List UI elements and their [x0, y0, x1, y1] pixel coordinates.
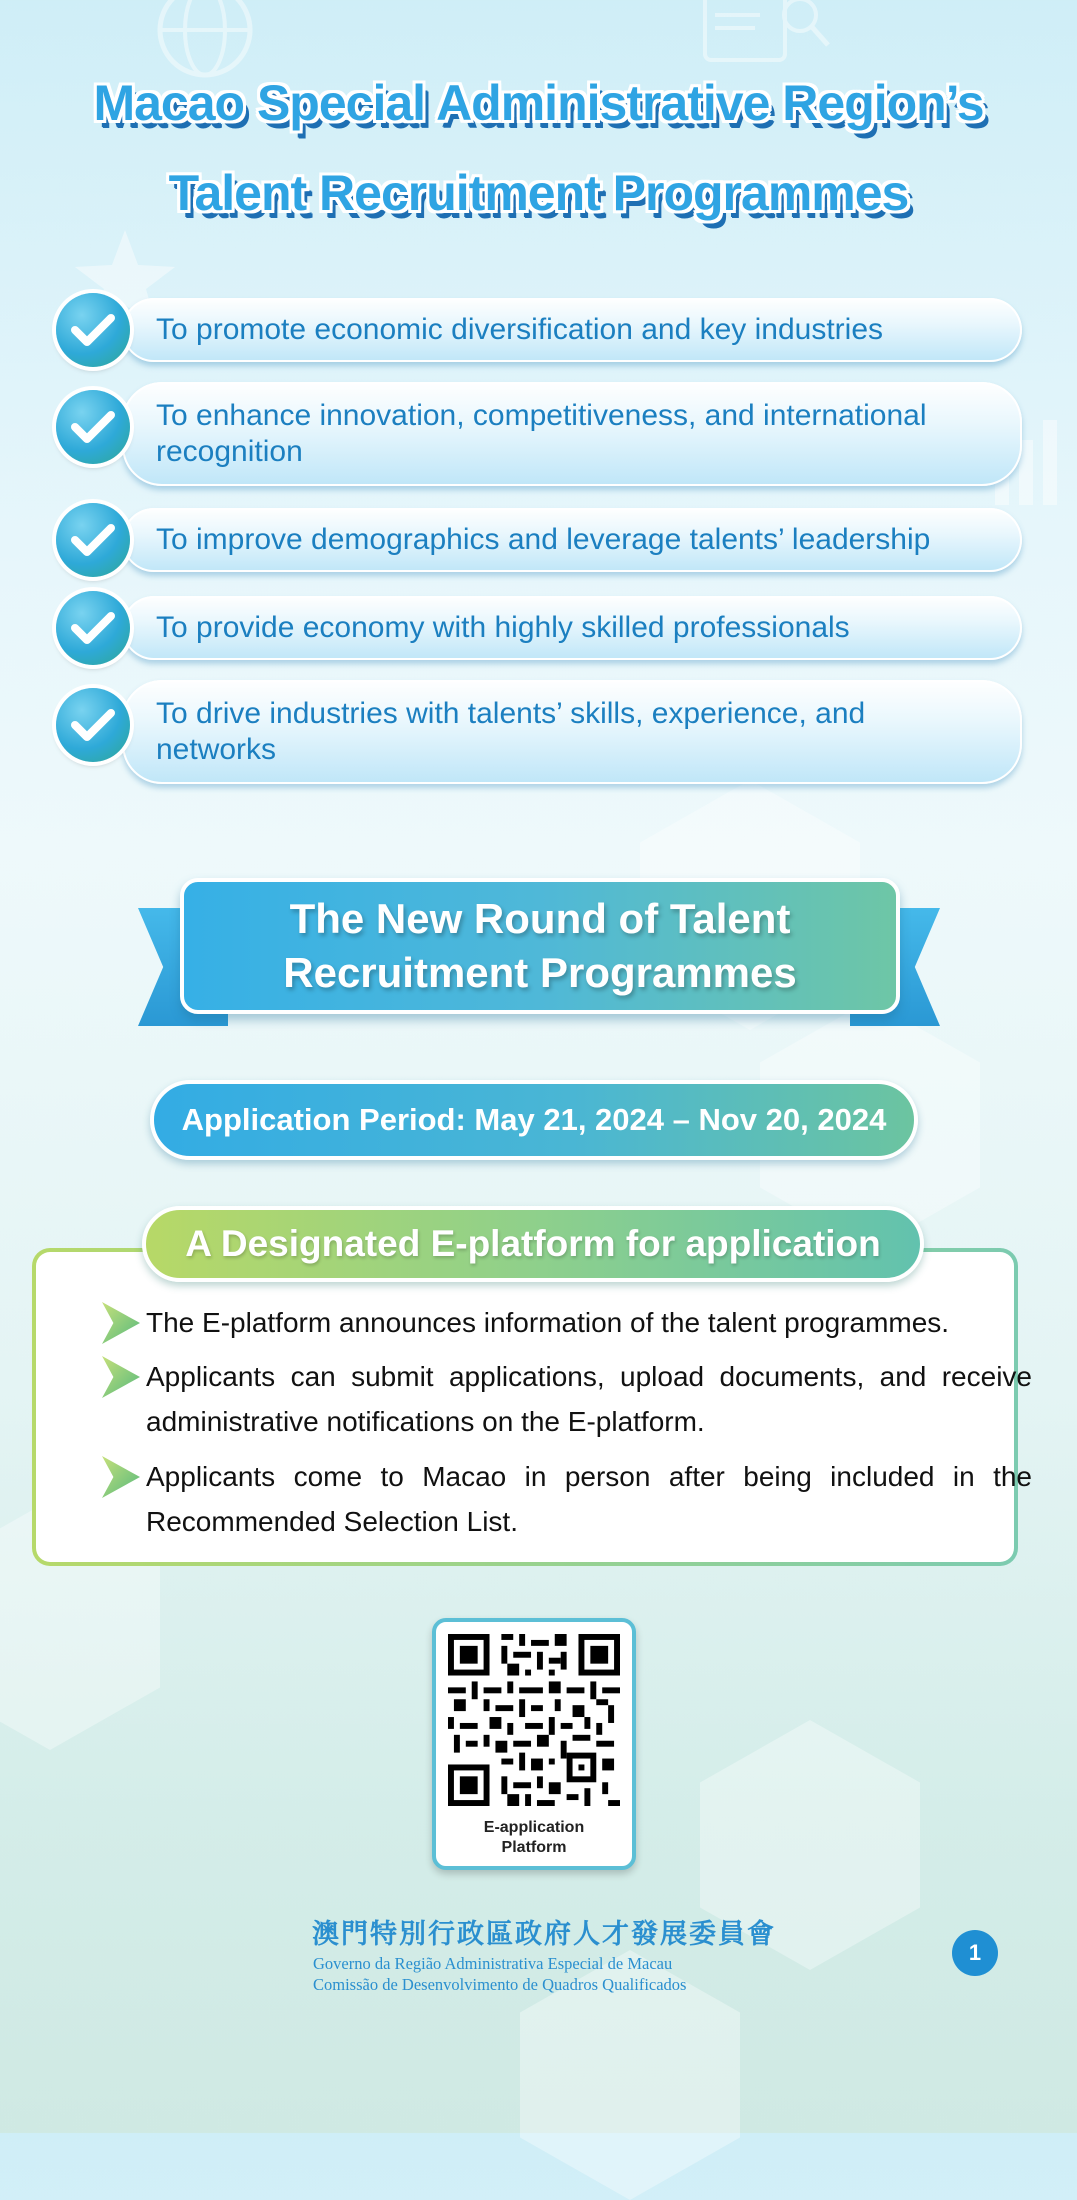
goal-item [56, 298, 1022, 362]
goal-text: To provide economy with highly skilled professionals [156, 611, 850, 644]
check-circle-icon [56, 688, 130, 762]
list-item [102, 1354, 1032, 1446]
triangle-arrow-icon [102, 1302, 140, 1344]
application-period-badge: Application Period: May 21, 2024 – Nov 20, 2024 [150, 1080, 918, 1160]
page-title [0, 58, 1077, 238]
list-item [102, 1300, 1032, 1346]
org-pt-line-2: Comissão de Desenvolvimento de Quadros Qualificados [313, 1975, 687, 1994]
goal-text: To drive industries with talents’ skills, experience, and networks [156, 697, 866, 766]
check-circle-icon [56, 293, 130, 367]
org-pt-line-1: Governo da Região Administrativa Especial de Macau [313, 1954, 673, 1973]
triangle-arrow-icon [102, 1356, 140, 1398]
goal-text: To improve demographics and leverage talents’ leadership [156, 523, 931, 556]
bullet-text: Applicants can submit applications, upload documents, and receive administrative notifications on the E-platform. [146, 1361, 1032, 1437]
check-circle-icon [56, 591, 130, 665]
eplatform-heading: A Designated E-platform for application [142, 1206, 924, 1282]
qr-code[interactable] [448, 1634, 620, 1806]
title-line-1: Macao Special Administrative Region’s [93, 75, 984, 131]
page-number-badge: 1 [952, 1930, 998, 1976]
goal-item [56, 508, 1022, 572]
goal-item [56, 382, 1022, 486]
goal-text: To promote economic diversification and key industries [156, 313, 884, 346]
goal-text: To enhance innovation, competitiveness, and international recognition [156, 399, 927, 468]
check-circle-icon [56, 390, 130, 464]
title-line-2: Talent Recruitment Programmes [168, 165, 909, 221]
check-circle-icon [56, 503, 130, 577]
list-item [102, 1454, 1032, 1546]
qr-label-line-2: Platform [501, 1839, 567, 1856]
banner-line-1: The New Round of Talent [289, 895, 791, 942]
qr-label [436, 1818, 632, 1858]
organization-name-portuguese [313, 1953, 686, 1995]
banner-line-2: Recruitment Programmes [283, 949, 797, 996]
triangle-arrow-icon [102, 1456, 140, 1498]
bullet-text: The E-platform announces information of the talent programmes. [146, 1307, 950, 1338]
new-round-banner [180, 878, 900, 1014]
organization-name-chinese: 澳門特別行政區政府人才發展委員會 [312, 1919, 776, 1950]
qr-code-card[interactable] [432, 1618, 636, 1870]
goal-item [56, 680, 1022, 784]
bullet-text: Applicants come to Macao in person after being included in the Recommended Selection List. [146, 1461, 1032, 1537]
qr-label-line-1: E-application [483, 1819, 585, 1836]
goal-item [56, 596, 1022, 660]
eplatform-info-box [32, 1248, 1032, 1566]
